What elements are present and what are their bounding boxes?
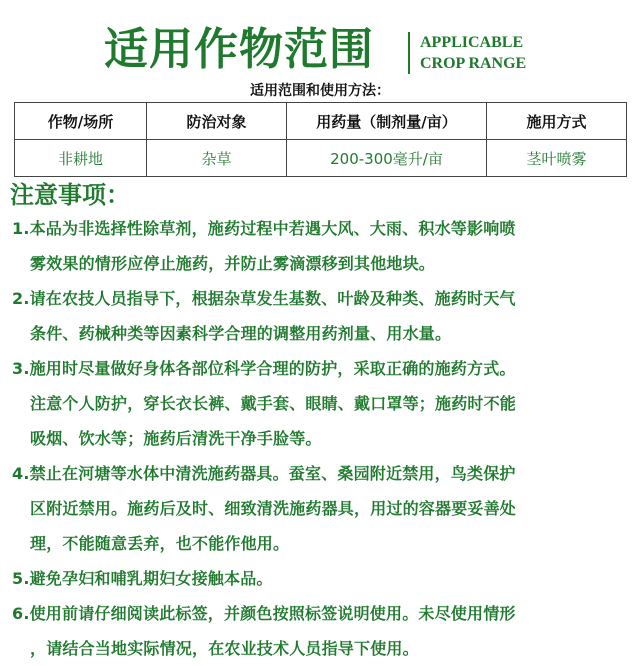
table-cell: 杂草 (147, 140, 287, 177)
table-header-cell: 防治对象 (147, 103, 287, 140)
title-divider (408, 32, 410, 74)
table-row (15, 140, 627, 177)
note-line: 4.禁止在河塘等水体中清洗施药器具。蚕室、桑园附近禁用，鸟类保护 (12, 464, 516, 483)
table-cell: 200-300毫升/亩 (287, 140, 487, 177)
note-line: ，请结合当地实际情况，在农业技术人员指导下使用。 (30, 639, 419, 658)
note-line: 吸烟、饮水等；施药后清洗干净手脸等。 (30, 429, 322, 448)
note-line: 5.避免孕妇和哺乳期妇女接触本品。 (12, 569, 273, 588)
notes-title: 注意事项： (10, 180, 130, 209)
note-line: 理，不能随意丢弃，也不能作他用。 (30, 534, 290, 553)
note-line: 1.本品为非选择性除草剂，施药过程中若遇大风、大雨、积水等影响喷 (12, 219, 516, 238)
note-line: 2.请在农技人员指导下，根据杂草发生基数、叶龄及种类、施药时天气 (12, 289, 516, 308)
english-title (420, 32, 526, 74)
note-line: 3.施用时尽量做好身体各部位科学合理的防护，采取正确的施药方式。 (12, 359, 516, 378)
subtitle: 适用范围和使用方法： (250, 83, 390, 99)
notes-list (12, 211, 632, 666)
table-cell: 非耕地 (15, 140, 147, 177)
page-title: 适用作物范围 (104, 24, 374, 75)
usage-table (14, 102, 627, 177)
english-title-line-2: CROP RANGE (420, 55, 527, 72)
header (0, 18, 640, 82)
table-cell: 茎叶喷雾 (487, 140, 627, 177)
note-line: 条件、药械种类等因素科学合理的调整用药剂量、用水量。 (30, 324, 452, 343)
table-header-row (15, 103, 627, 140)
table-header-cell: 施用方式 (487, 103, 627, 140)
table-header-cell: 作物/场所 (15, 103, 147, 140)
note-line: 6.使用前请仔细阅读此标签，并颜色按照标签说明使用。未尽使用情形 (12, 604, 516, 623)
note-line: 注意个人防护，穿长衣长裤、戴手套、眼睛、戴口罩等；施药时不能 (30, 394, 517, 413)
table-header-cell: 用药量（制剂量/亩） (287, 103, 487, 140)
english-title-line-1: APPLICABLE (420, 34, 524, 51)
note-line: 区附近禁用。施药后及时、细致清洗施药器具，用过的容器要妥善处 (30, 499, 517, 518)
note-line: 雾效果的情形应停止施药，并防止雾滴漂移到其他地块。 (30, 254, 436, 273)
